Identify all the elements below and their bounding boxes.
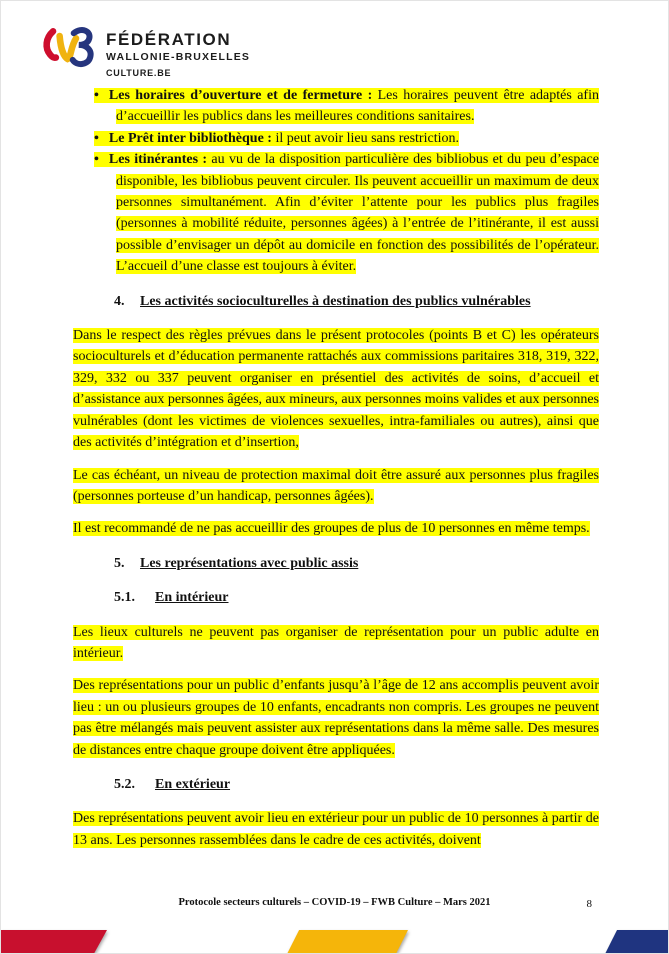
section-heading-5-2 (73, 774, 599, 795)
list-item (73, 128, 599, 149)
logo-culture-be: CULTURE.BE (106, 68, 172, 78)
document-content (73, 85, 599, 862)
list-item (73, 85, 599, 128)
section-title: En extérieur (155, 776, 231, 792)
fwb-logo-mark-icon (39, 23, 99, 79)
paragraph: Il est recommandé de ne pas accueillir des groupes de plus de 10 personnes en même temps. (73, 521, 590, 537)
bullet-icon: • (94, 130, 99, 146)
paragraph: Dans le respect des règles prévues dans le présent protocoles (points B et C) les opérateurs socioculturels et d’éducation permanente rattachés aux commissions paritaires 318, 319, 322, 329, 332 ou 337 peuvent organiser en présentiel des activités de soins, d’accueil et d’assistance aux personnes âgées, aux mineurs, aux personnes moins valides et aux personnes vulnérables (dont les victimes de violences sexuelles, intra-familiales ou autres), ainsi que des activités d’intégration et d’insertion, (73, 328, 599, 451)
bullet-text: au vu de la disposition particulière des bibliobus et du peu d’espace disponible, les bibliobus peuvent circuler. Ils peuvent accueillir un maximum de deux personnes simultanément. Afin d’éviter l’attente pour les publics plus fragiles (personnes à mobilité réduite, personnes âgées) à l’entrée de l’itinérante, il est aussi possible d’envisager un dépôt au domicile en fonction des possibilités de l’opérateur. L’accueil d’une classe est toujours à éviter. (116, 152, 599, 275)
bullet-icon: • (94, 88, 99, 103)
section-heading-5 (73, 553, 599, 574)
section-number: 5.1. (114, 590, 135, 606)
paragraph: Des représentations pour un public d’enfants jusqu’à l’âge de 12 ans accomplis peuvent avoir lieu : un ou plusieurs groupes de 10 enfants, encadrants non compris. Les groupes ne peuvent pas être mélangés mais peuvent assister aux représentations dans la même salle. Des mesures de distances entre chaque groupe doivent être appliquées. (73, 678, 599, 758)
section-heading-4 (73, 291, 599, 312)
fwb-logo (39, 23, 250, 79)
footer-title: Protocole secteurs culturels – COVID-19 – FWB Culture – Mars 2021 (178, 897, 491, 908)
logo-brand-name: FÉDÉRATION (106, 30, 232, 49)
deco-yellow-parallelogram (287, 930, 408, 954)
bullet-list (73, 85, 599, 278)
deco-red-parallelogram (1, 930, 107, 954)
bullet-icon: • (94, 152, 99, 168)
section-title: Les activités socioculturelles à destination des publics vulnérables (140, 293, 531, 309)
deco-blue-parallelogram (605, 930, 669, 954)
bullet-text: il peut avoir lieu sans restriction. (271, 130, 459, 146)
section-number: 4. (114, 293, 125, 309)
section-title: Les représentations avec public assis (140, 555, 359, 571)
bullet-lead: Les horaires d’ouverture et de fermeture : (108, 88, 373, 103)
paragraph: Le cas échéant, un niveau de protection maximal doit être assuré aux personnes plus fragiles (personnes porteuse d’un handicap, personnes âgées). (73, 467, 599, 504)
page-number: 8 (586, 898, 592, 910)
list-item (73, 149, 599, 277)
bottom-decoration (1, 929, 669, 954)
fwb-logo-text (106, 31, 250, 79)
paragraph: Des représentations peuvent avoir lieu en extérieur pour un public de 10 personnes à partir de 13 ans. Les personnes rassemblées dans le cadre de ces activités, doivent (73, 811, 599, 848)
bullet-text: Les horaires peuvent être adaptés afin d’accueillir les publics dans les meilleures conditions sanitaires. (116, 88, 599, 125)
section-heading-5-1 (73, 587, 599, 608)
bullet-lead: Le Prêt inter bibliothèque : (108, 130, 272, 146)
section-title: En intérieur (155, 590, 229, 606)
paragraph: Les lieux culturels ne peuvent pas organiser de représentation pour un public adulte en intérieur. (73, 624, 599, 661)
logo-brand-subname: WALLONIE-BRUXELLES (106, 51, 251, 63)
section-number: 5. (114, 555, 125, 571)
bullet-lead: Les itinérantes : (108, 152, 208, 168)
section-number: 5.2. (114, 776, 135, 792)
